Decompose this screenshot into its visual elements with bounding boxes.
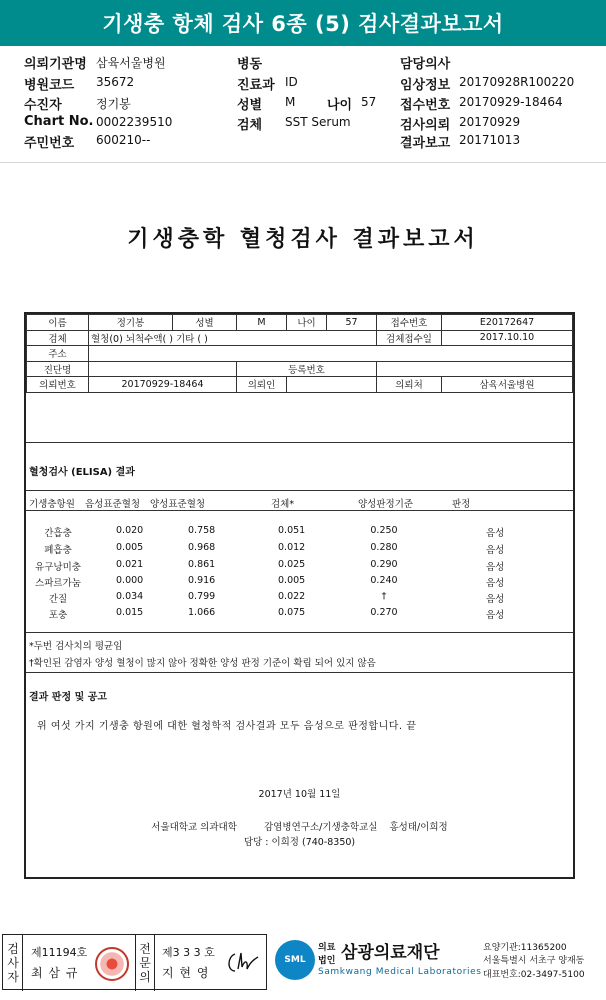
institution-value: 삼육서울병원 bbox=[96, 56, 166, 70]
col-negative: 음성표준혈청 bbox=[85, 499, 141, 510]
clinical-value: 20170928R100220 bbox=[459, 75, 575, 89]
clinical-label: 임상정보 bbox=[400, 78, 451, 93]
result-cell: 음성 bbox=[486, 578, 505, 589]
antigen-cell: 유구낭미충 bbox=[35, 562, 81, 573]
specimen-value: 혈청(0) 뇌척수액( ) 기타 ( ) bbox=[89, 330, 377, 346]
sample-cell: 0.012 bbox=[278, 542, 306, 553]
requester-value bbox=[287, 377, 377, 393]
request-label: 검사의뢰 bbox=[400, 118, 451, 133]
hospital-code-label: 병원코드 bbox=[24, 78, 75, 93]
rrn-value: 600210-- bbox=[96, 133, 151, 147]
antigen-cell: 간질 bbox=[48, 594, 68, 605]
negative-cell: 0.021 bbox=[116, 559, 144, 570]
sample-cell: 0.051 bbox=[278, 525, 306, 536]
table-row bbox=[26, 591, 573, 606]
age-value: 57 bbox=[361, 95, 377, 109]
negative-cell: 0.000 bbox=[116, 575, 144, 586]
report-title: 기생충학 혈청검사 결과보고서 bbox=[127, 226, 479, 252]
conclusion-title: 결과 판정 및 공고 bbox=[29, 692, 108, 703]
antigen-cell: 포충 bbox=[48, 610, 68, 621]
address-label: 주소 bbox=[27, 346, 89, 362]
positive-cell: 0.968 bbox=[188, 542, 216, 553]
col-sample: 검체* bbox=[271, 499, 295, 510]
result-cell: 음성 bbox=[486, 562, 505, 573]
specimen-label: 검체 bbox=[27, 330, 89, 346]
doctor-label: 담당의사 bbox=[400, 57, 451, 72]
result-cell: 음성 bbox=[486, 545, 505, 556]
registration-label: 등록번호 bbox=[237, 361, 377, 377]
inspector-label: 검사자 bbox=[7, 942, 19, 984]
report-date: 2017년 10월 11일 bbox=[258, 789, 341, 800]
divider bbox=[26, 490, 573, 491]
receipt-value: E20172647 bbox=[442, 315, 573, 331]
patient-label: 수진자 bbox=[24, 98, 62, 113]
dept-value: ID bbox=[285, 75, 298, 89]
request-value: 20170929 bbox=[459, 115, 521, 129]
cutoff-cell: 0.270 bbox=[370, 607, 398, 618]
sample-cell: 0.005 bbox=[278, 575, 306, 586]
cutoff-cell: 0.250 bbox=[370, 525, 398, 536]
rrn-label: 주민번호 bbox=[24, 136, 75, 151]
negative-cell: 0.020 bbox=[116, 525, 144, 536]
request-no-label: 의뢰번호 bbox=[27, 377, 89, 393]
footer bbox=[0, 934, 606, 1000]
col-result: 판정 bbox=[452, 499, 471, 510]
report-info-table bbox=[26, 314, 573, 393]
table-row bbox=[26, 575, 573, 590]
collect-value: 2017.10.10 bbox=[442, 330, 573, 346]
receipt-label: 접수번호 bbox=[377, 315, 442, 331]
request-place-label: 의뢰처 bbox=[377, 377, 442, 393]
reviewer-name: 지 현 영 bbox=[162, 966, 210, 980]
negative-cell: 0.015 bbox=[116, 607, 144, 618]
address-value bbox=[89, 346, 573, 362]
inspector-license: 제11194호 bbox=[31, 946, 88, 959]
org-address: 서울특별시 서초구 양재동 bbox=[483, 956, 585, 966]
report-box bbox=[24, 312, 575, 879]
dept-label: 진료과 bbox=[237, 78, 275, 93]
age-value: 57 bbox=[327, 315, 377, 331]
chart-no-label: Chart No. bbox=[24, 114, 94, 129]
antigen-cell: 스파르가눔 bbox=[35, 578, 81, 589]
reviewer-signature-icon bbox=[225, 949, 261, 977]
result-cell: 음성 bbox=[486, 528, 505, 539]
divider bbox=[26, 442, 573, 443]
divider bbox=[26, 632, 573, 633]
specimen-value: SST Serum bbox=[285, 115, 351, 129]
footnote-cutoff: †확인된 감염자 양성 혈청이 많지 않아 정확한 양성 판정 기준이 확립 되어 있지 않음 bbox=[29, 658, 376, 669]
cutoff-cell: † bbox=[381, 591, 387, 602]
chart-no-value: 0002239510 bbox=[96, 115, 173, 129]
table-row bbox=[26, 607, 573, 622]
issuing-organization: 서울대학교 의과대학 감염병연구소/기생충학교실 홍성태/이희정 bbox=[151, 822, 448, 833]
name-label: 이름 bbox=[27, 315, 89, 331]
cutoff-cell: 0.240 bbox=[370, 575, 398, 586]
request-no-value: 20170929-18464 bbox=[89, 377, 237, 393]
registration-value bbox=[377, 361, 573, 377]
foundation-english-name: Samkwang Medical Laboratories bbox=[318, 967, 482, 977]
sex-label: 성별 bbox=[237, 98, 263, 113]
col-cutoff: 양성판정기준 bbox=[358, 499, 414, 510]
antigen-cell: 간흡충 bbox=[44, 528, 72, 539]
name-value: 정기봉 bbox=[89, 315, 173, 331]
reviewer-label: 전문의 bbox=[139, 942, 151, 984]
col-positive: 양성표준혈청 bbox=[150, 499, 206, 510]
foundation-prefix-1: 의료 bbox=[318, 943, 336, 953]
age-label: 나이 bbox=[287, 315, 327, 331]
positive-cell: 1.066 bbox=[188, 607, 216, 618]
institution-label: 의뢰기관명 bbox=[24, 57, 87, 72]
diagnosis-value bbox=[89, 361, 237, 377]
result-cell: 음성 bbox=[486, 594, 505, 605]
sample-cell: 0.025 bbox=[278, 559, 306, 570]
report-date-value: 20171013 bbox=[459, 133, 521, 147]
table-row bbox=[26, 559, 573, 574]
reviewer-license: 제3 3 3 호 bbox=[162, 946, 215, 959]
positive-cell: 0.758 bbox=[188, 525, 216, 536]
collect-label: 검체접수일 bbox=[377, 330, 442, 346]
foundation-prefix-2: 법인 bbox=[318, 956, 336, 966]
request-place-value: 삼육서울병원 bbox=[442, 377, 573, 393]
ward-label: 병동 bbox=[237, 57, 263, 72]
conclusion-text: 위 여섯 가지 기생충 항원에 대한 혈청학적 검사결과 모두 음성으로 판정합니다. 끝 bbox=[37, 721, 417, 732]
sample-cell: 0.075 bbox=[278, 607, 306, 618]
divider bbox=[26, 672, 573, 673]
positive-cell: 0.916 bbox=[188, 575, 216, 586]
report-header-title: 기생충 항체 검사 6종 (5) 검사결과보고서 bbox=[0, 0, 606, 46]
positive-cell: 0.861 bbox=[188, 559, 216, 570]
result-cell: 음성 bbox=[486, 610, 505, 621]
negative-cell: 0.005 bbox=[116, 542, 144, 553]
receipt-label: 접수번호 bbox=[400, 98, 451, 113]
positive-cell: 0.799 bbox=[188, 591, 216, 602]
divider bbox=[26, 510, 573, 511]
elisa-section-title: 혈청검사 (ELISA) 결과 bbox=[29, 467, 135, 478]
patient-info-panel bbox=[0, 53, 606, 153]
report-date-label: 결과보고 bbox=[400, 136, 451, 151]
requester-label: 의뢰인 bbox=[237, 377, 287, 393]
signature-box bbox=[2, 934, 267, 990]
col-antigen: 기생충항원 bbox=[29, 499, 75, 510]
org-phone: 대표번호:02-3497-5100 bbox=[483, 970, 585, 980]
sex-value: M bbox=[285, 95, 296, 109]
contact-info: 담당 : 이희정 (740-8350) bbox=[243, 837, 356, 848]
foundation-name: 삼광의료재단 bbox=[341, 943, 440, 963]
antigen-cell: 폐흡충 bbox=[44, 545, 72, 556]
sex-value: M bbox=[237, 315, 287, 331]
inspector-seal-icon bbox=[95, 947, 129, 981]
table-row bbox=[26, 525, 573, 540]
table-row bbox=[26, 542, 573, 557]
cutoff-cell: 0.290 bbox=[370, 559, 398, 570]
hospital-code-value: 35672 bbox=[96, 75, 135, 89]
org-code: 요양기관:11365200 bbox=[483, 943, 567, 953]
inspector-name: 최 삼 규 bbox=[31, 966, 79, 980]
patient-value: 정기봉 bbox=[96, 97, 131, 111]
cutoff-cell: 0.280 bbox=[370, 542, 398, 553]
specimen-label: 검체 bbox=[237, 118, 263, 133]
diagnosis-label: 진단명 bbox=[27, 361, 89, 377]
sml-logo-icon: SML bbox=[275, 940, 315, 980]
negative-cell: 0.034 bbox=[116, 591, 144, 602]
sex-label: 성별 bbox=[173, 315, 237, 331]
age-label: 나이 bbox=[327, 98, 353, 113]
receipt-value: 20170929-18464 bbox=[459, 95, 563, 109]
sample-cell: 0.022 bbox=[278, 591, 306, 602]
footnote-average: *두번 검사치의 평균임 bbox=[29, 641, 123, 652]
